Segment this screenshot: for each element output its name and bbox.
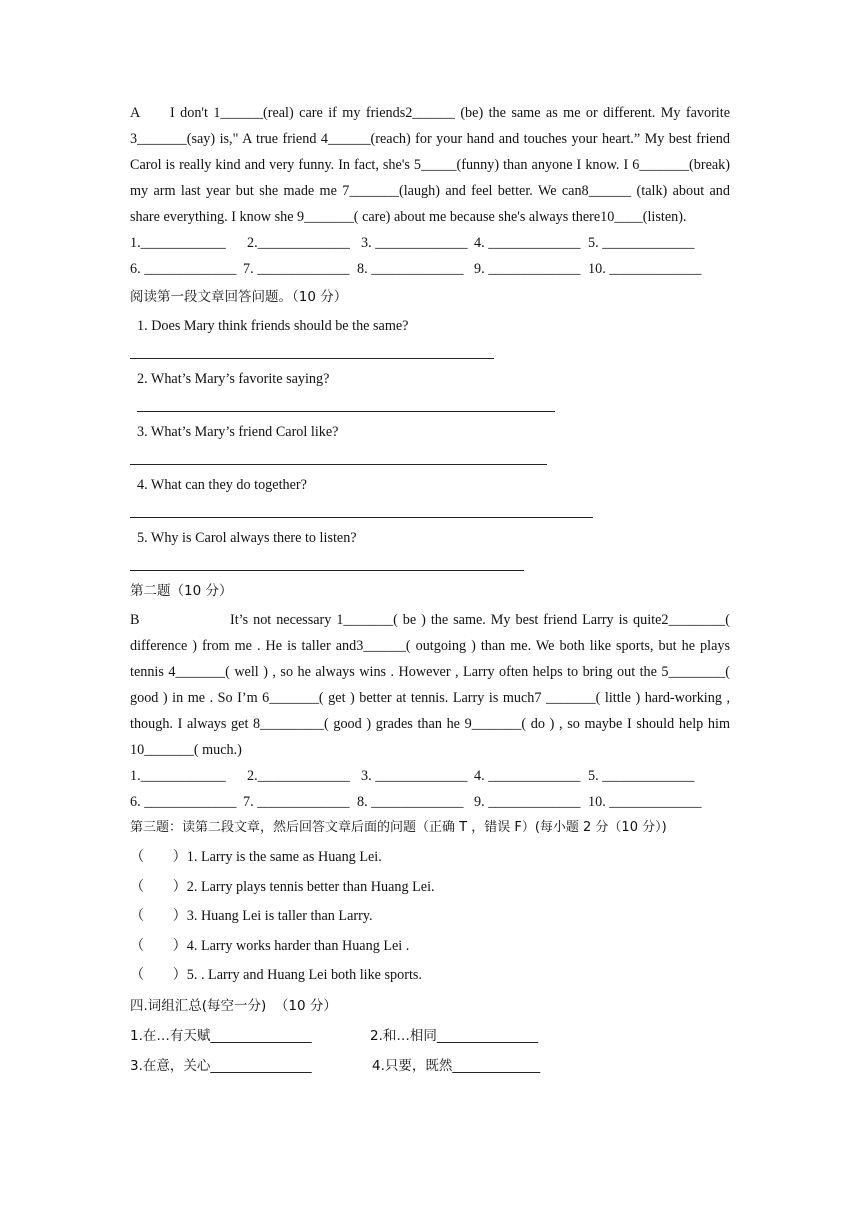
- blank[interactable]: 2._____________: [247, 235, 350, 251]
- blank[interactable]: 8. _____________: [357, 794, 464, 810]
- phrase-blank[interactable]: 4.只要，既然_____________: [372, 1057, 541, 1074]
- passage-b: [130, 607, 730, 763]
- passage-a: [130, 100, 730, 230]
- answer-blanks-b-row2: [130, 789, 730, 815]
- question-4: 4. What can they do together?: [137, 477, 307, 493]
- blank[interactable]: 5. _____________: [588, 235, 695, 251]
- section-3-title: 第三题：读第二段文章，然后回答文章后面的问题（正确 T ，错误 F）(每小题 2 分（10 分）): [130, 820, 667, 835]
- phrases-row-1: [130, 1021, 730, 1051]
- answer-blanks-a-row1: [130, 230, 730, 256]
- tf-item-1[interactable]: （ ）1. Larry is the same as Huang Lei.: [130, 849, 382, 865]
- answer-line-4[interactable]: [130, 498, 593, 518]
- worksheet: [130, 100, 730, 1081]
- blank[interactable]: 4. _____________: [474, 235, 581, 251]
- blank[interactable]: 3. _____________: [361, 768, 468, 784]
- blank[interactable]: 6. _____________: [130, 794, 237, 810]
- question-3: 3. What’s Mary’s friend Carol like?: [137, 424, 339, 440]
- blank[interactable]: 2._____________: [247, 768, 350, 784]
- question-1: 1. Does Mary think friends should be the same?: [137, 318, 409, 334]
- question-5: 5. Why is Carol always there to listen?: [137, 530, 357, 546]
- blank[interactable]: 7. _____________: [243, 261, 350, 277]
- passage-b-label: B: [130, 612, 140, 628]
- blank[interactable]: 10. _____________: [588, 794, 702, 810]
- answer-blanks-b-row1: [130, 763, 730, 789]
- blank[interactable]: 3. _____________: [361, 235, 468, 251]
- blank[interactable]: 1.____________: [130, 235, 226, 251]
- answer-line-1[interactable]: [130, 339, 494, 359]
- answer-line-5[interactable]: [130, 551, 524, 571]
- passage-a-label: A: [130, 105, 141, 121]
- phrase-blank[interactable]: 3.在意，关心_______________: [130, 1057, 312, 1074]
- question-2: 2. What’s Mary’s favorite saying?: [137, 371, 330, 387]
- tf-item-3[interactable]: （ ）3. Huang Lei is taller than Larry.: [130, 908, 373, 924]
- answer-line-2[interactable]: [137, 392, 555, 412]
- blank[interactable]: 8. _____________: [357, 261, 464, 277]
- blank[interactable]: 5. _____________: [588, 768, 695, 784]
- passage-b-text: It’s not necessary 1_______( be ) the same. My best friend Larry is quite2________( difference ) from me . He is taller and3______( outgoing ) than me. We both like sports, but he plays tennis 4_______( well ) , so he always wins . However , Larry often helps to bring out the 5________( good ) in me . So I’m 6_______( get ) better at tennis. Larry is much7 _______( little ) hard-working , though. I always get 8_________( good ) grades than he 9_______( do ) , so maybe I should help him 10_______( much.): [130, 612, 730, 758]
- phrase-blank[interactable]: 2.和…相同_______________: [370, 1027, 539, 1044]
- blank[interactable]: 6. _____________: [130, 261, 237, 277]
- section-1-title: 阅读第一段文章回答问题。（10 分）: [130, 289, 348, 305]
- passage-a-text: I don't 1______(real) care if my friends2______ (be) the same as me or different. My favorite 3_______(say) is," A true friend 4______(reach) for your hand and touches your heart.” My best friend Carol is really kind and very funny. In fact, she's 5_____(funny) than anyone I know. I 6_______(break) my arm last year but she made me 7_______(laugh) and feel better. We can8______ (talk) about and share everything. I know she 9_______( care) about me because she's always there10____(listen).: [130, 105, 730, 225]
- answer-blanks-a-row2: [130, 256, 730, 282]
- blank[interactable]: 1.____________: [130, 768, 226, 784]
- blank[interactable]: 7. _____________: [243, 794, 350, 810]
- blank[interactable]: 9. _____________: [474, 261, 581, 277]
- tf-item-5[interactable]: （ ）5. . Larry and Huang Lei both like sports.: [130, 967, 422, 983]
- blank[interactable]: 9. _____________: [474, 794, 581, 810]
- phrase-blank[interactable]: 1.在…有天赋_______________: [130, 1027, 312, 1044]
- tf-item-4[interactable]: （ ）4. Larry works harder than Huang Lei .: [130, 937, 410, 954]
- phrases-row-2: [130, 1051, 730, 1081]
- answer-line-3[interactable]: [130, 445, 547, 465]
- section-4-title: 四.词组汇总(每空一分) （10 分）: [130, 997, 337, 1014]
- tf-item-2[interactable]: （ ）2. Larry plays tennis better than Huang Lei.: [130, 878, 435, 895]
- section-2-title: 第二题（10 分）: [130, 583, 233, 599]
- blank[interactable]: 10. _____________: [588, 261, 702, 277]
- blank[interactable]: 4. _____________: [474, 768, 581, 784]
